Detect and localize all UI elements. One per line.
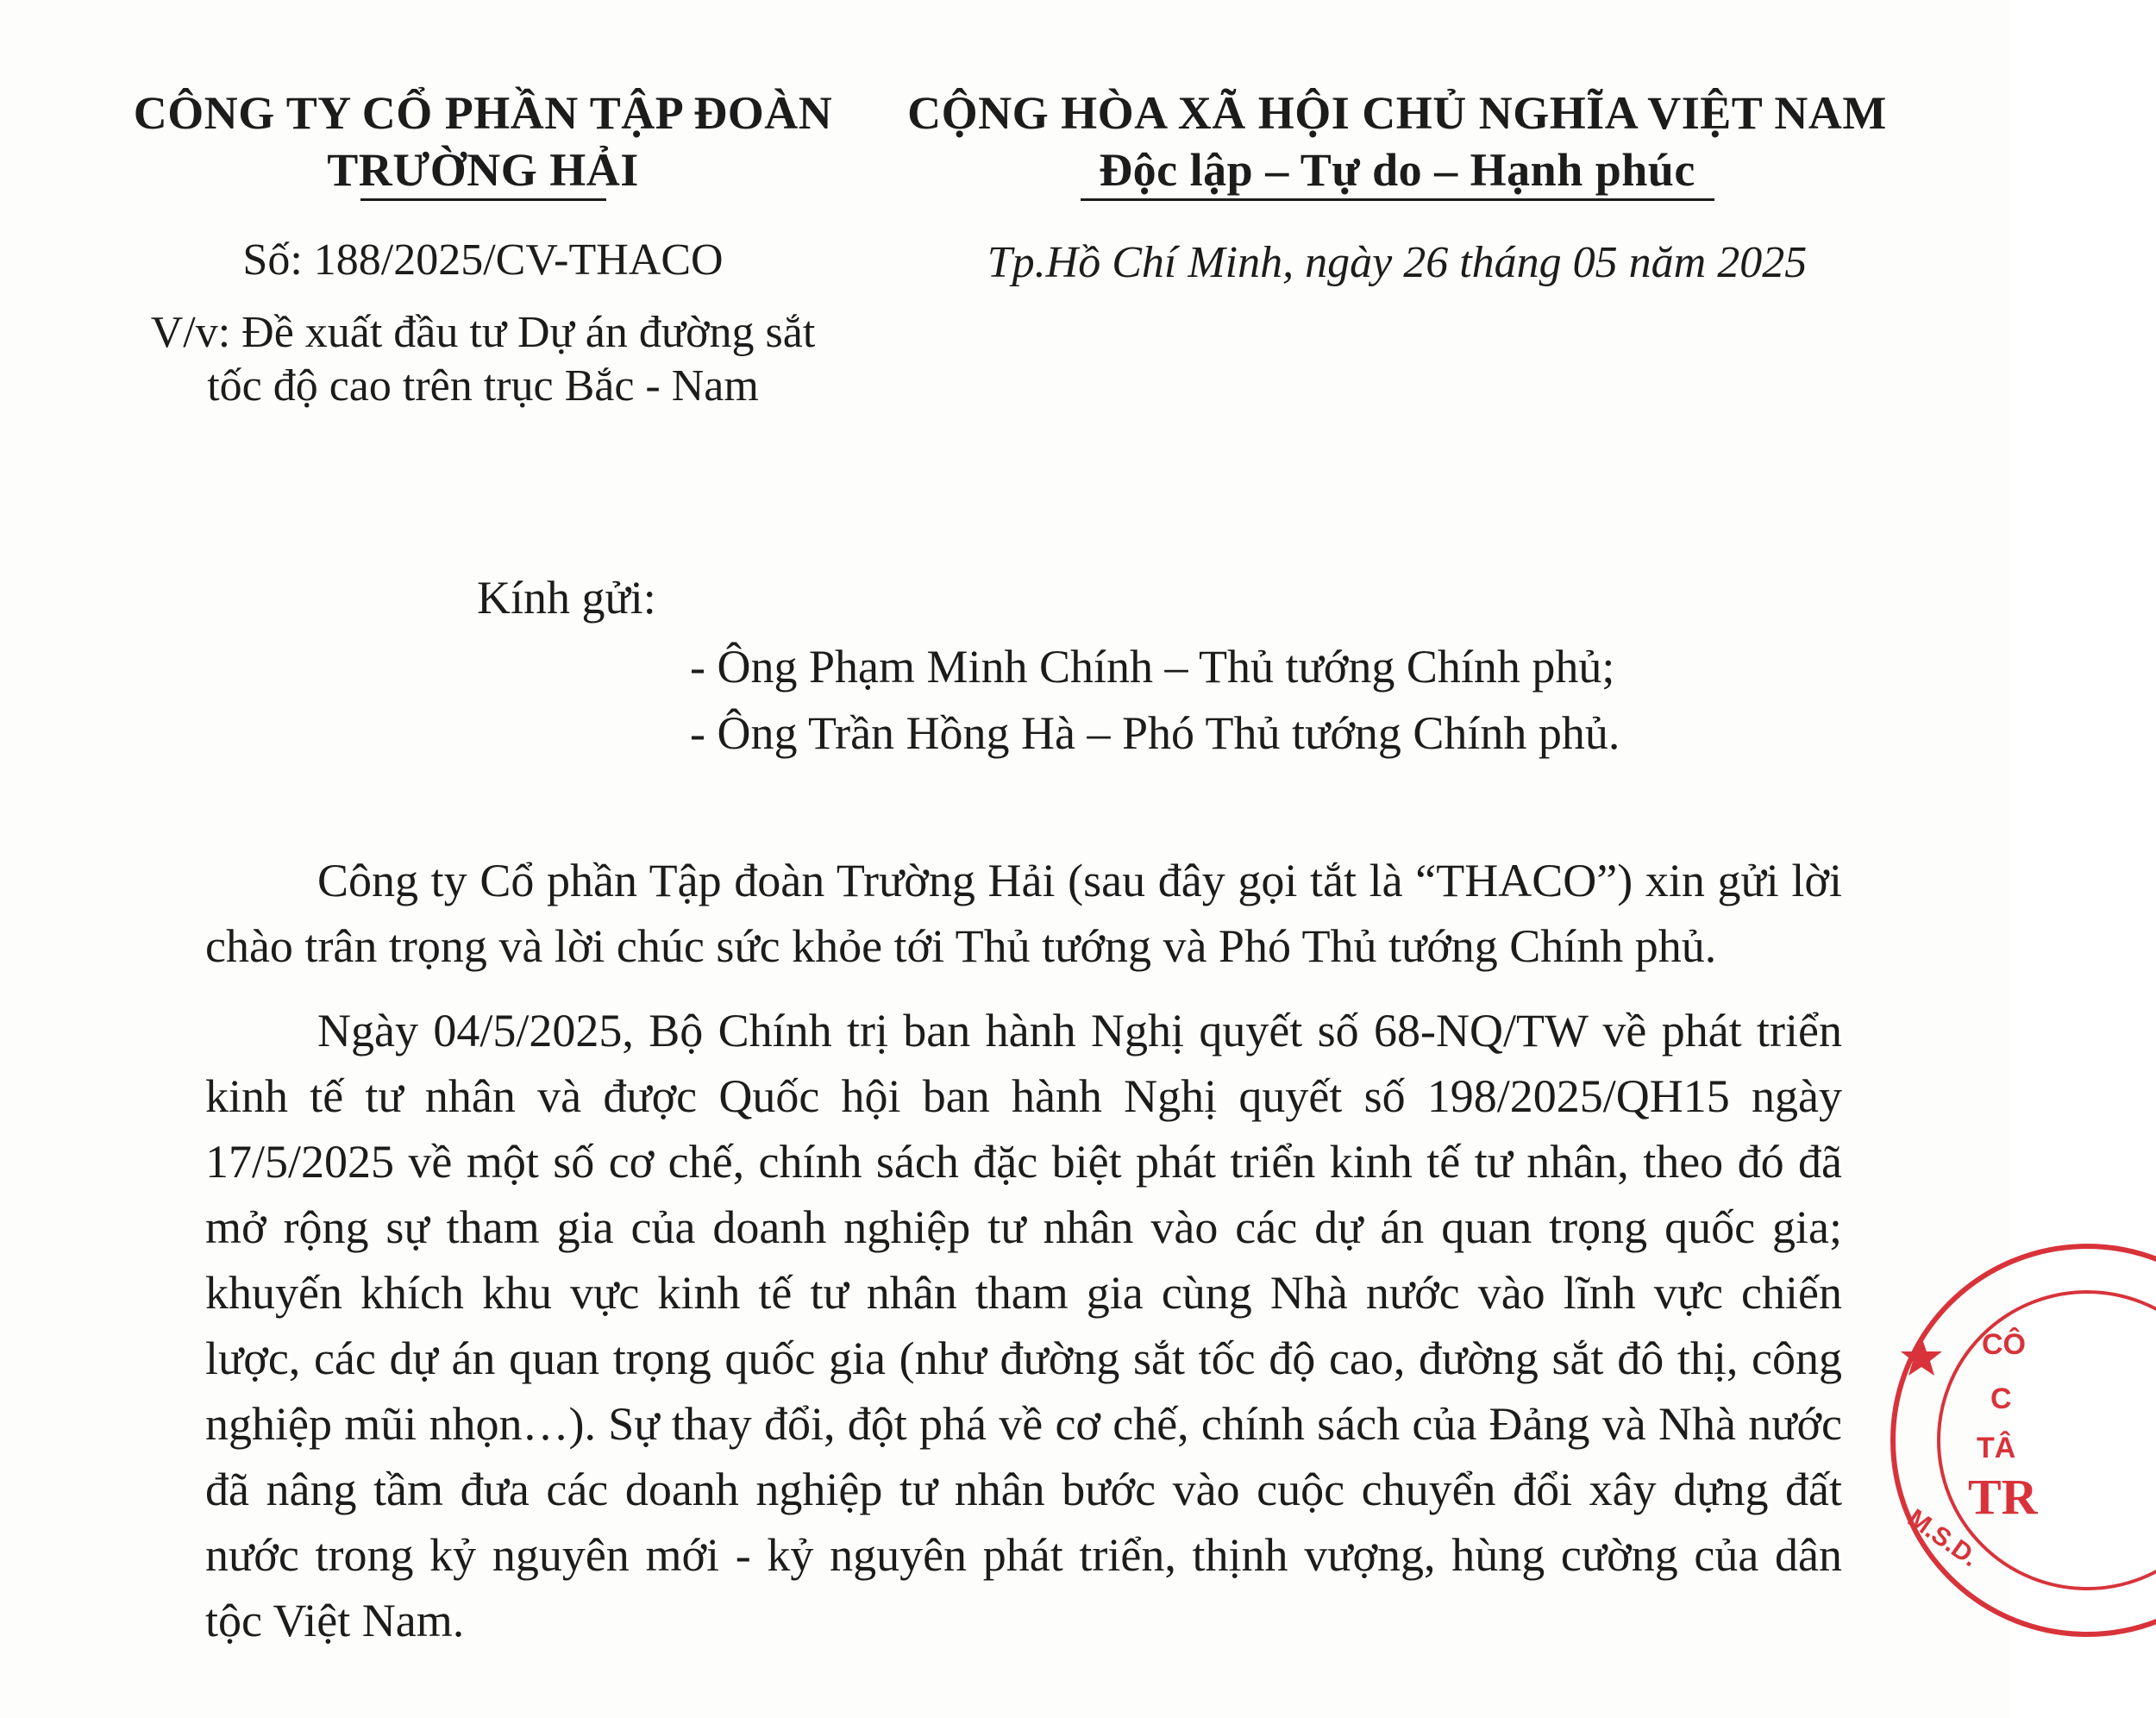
svg-text:TR: TR — [1968, 1469, 2038, 1525]
svg-text:M.S.D.: M.S.D. — [1902, 1503, 1984, 1573]
svg-text:TÂ: TÂ — [1977, 1432, 2016, 1464]
subject-line2: tốc độ cao trên trục Bắc - Nam — [207, 361, 759, 411]
org-name-line2: TRƯỜNG HẢI — [327, 144, 639, 196]
body-paragraph-2: Ngày 04/5/2025, Bộ Chính trị ban hành Nghị quyết số 68-NQ/TW về phát triển kinh tế tư nhân và được Quốc hội ban hành Nghị quyết số 198/2025/QH15 ngày 17/5/2025 về một số cơ chế, chính sách đặc biệt phát triển kinh tế tư nhân, theo đó đã mở rộng sự tham gia của doanh nghiệp tư nhân vào các dự án quan trọng quốc gia; khuyến khích khu vực kinh tế tư nhân tham gia cùng Nhà nước vào lĩnh vực chiến lược, các dự án quan trọng quốc gia (như đường sắt tốc độ cao, đường sắt đô thị, công nghiệp mũi nhọn…). Sự thay đổi, đột phá về cơ chế, chính sách của Đảng và Nhà nước đã nâng tầm đưa các doanh nghiệp tư nhân bước vào cuộc chuyển đổi xây dựng đất nước trong kỷ nguyên mới - kỷ nguyên phát triển, thịnh vượng, hùng cường của dân tộc Việt Nam. — [205, 1005, 1842, 1646]
svg-text:C: C — [1990, 1383, 2012, 1415]
recipient-2: - Ông Trần Hồng Hà – Phó Thủ tướng Chính phủ. — [690, 707, 1620, 759]
recipient-list — [690, 634, 1620, 767]
subject-line1: V/v: Đề xuất đầu tư Dự án đường sắt — [150, 308, 816, 357]
document-number: Số: 188/2025/CV-THACO — [242, 235, 724, 285]
nation-title: CỘNG HÒA XÃ HỘI CHỦ NGHĨA VIỆT NAM — [907, 87, 1887, 139]
org-name-line1: CÔNG TY CỔ PHẦN TẬP ĐOÀN — [133, 87, 833, 139]
document-subject — [103, 306, 862, 413]
body-paragraph-1: Công ty Cổ phần Tập đoàn Trường Hải (sau đây gọi tắt là “THACO”) xin gửi lời chào trân trọng và lời chúc sức khỏe tới Thủ tướng và Phó Thủ tướng Chính phủ. — [205, 855, 1842, 972]
salutation-label: Kính gửi: — [477, 572, 656, 624]
svg-text:CÔ: CÔ — [1982, 1328, 2026, 1361]
company-seal — [1880, 1255, 2156, 1652]
motto-underline — [1081, 198, 1714, 201]
national-heading-block — [880, 85, 1915, 290]
org-underline — [360, 198, 606, 201]
letter-body — [205, 848, 1842, 1672]
nation-motto: Độc lập – Tự do – Hạnh phúc — [1099, 144, 1695, 196]
place-date: Tp.Hồ Chí Minh, ngày 26 tháng 05 năm 2025 — [987, 238, 1808, 287]
issuer-block — [103, 85, 862, 413]
recipient-1: - Ông Phạm Minh Chính – Thủ tướng Chính phủ; — [690, 641, 1615, 693]
